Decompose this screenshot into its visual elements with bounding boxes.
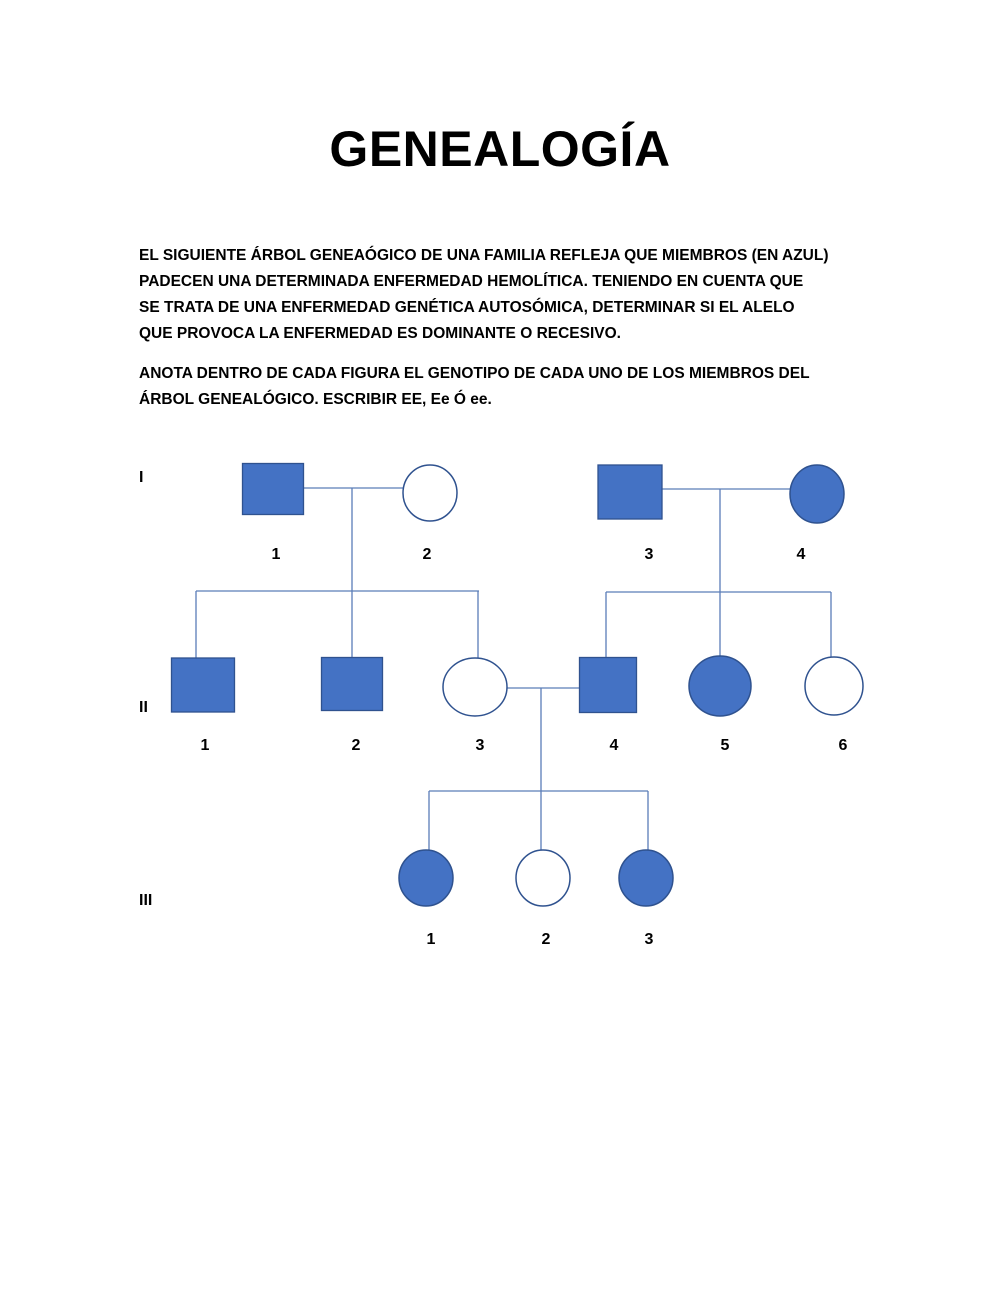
unaffected-female-genI-2-circle [403, 465, 457, 521]
member-number-label: 2 [541, 931, 551, 948]
affected-male-genII-4-square [580, 658, 637, 713]
text-line: QUE PROVOCA LA ENFERMEDAD ES DOMINANTE O RECESIVO. [139, 325, 621, 342]
unaffected-female-genII-6-circle [805, 657, 863, 715]
generation-label: II [139, 699, 148, 716]
member-number-label: 1 [426, 931, 436, 948]
member-number-label: 4 [609, 737, 619, 754]
member-number-label: 3 [644, 931, 654, 948]
member-number-label: 4 [796, 546, 806, 563]
unaffected-female-genII-3-circle [443, 658, 507, 716]
member-number-label: 3 [644, 546, 654, 563]
generation-label: III [139, 892, 153, 909]
text-line: SE TRATA DE UNA ENFERMEDAD GENÉTICA AUTOSÓMICA, DETERMINAR SI EL ALELO [139, 299, 795, 316]
affected-male-genII-2-square [322, 658, 383, 711]
member-number-label: 2 [351, 737, 361, 754]
member-number-label: 1 [200, 737, 210, 754]
affected-male-genII-1-square [172, 658, 235, 712]
text-line: ÁRBOL GENEALÓGICO. ESCRIBIR EE, Ee Ó ee. [139, 391, 492, 408]
member-number-label: 5 [720, 737, 730, 754]
affected-female-genII-5-circle [689, 656, 751, 716]
affected-male-genI-3-square [598, 465, 662, 519]
member-number-label: 2 [422, 546, 432, 563]
member-number-label: 1 [271, 546, 281, 563]
member-number-label: 6 [838, 737, 848, 754]
generation-label: I [139, 469, 144, 486]
text-line: ANOTA DENTRO DE CADA FIGURA EL GENOTIPO DE CADA UNO DE LOS MIEMBROS DEL [139, 365, 810, 382]
unaffected-female-genIII-2-circle [516, 850, 570, 906]
member-number-label: 3 [475, 737, 485, 754]
affected-male-genI-1-square [243, 464, 304, 515]
text-line: PADECEN UNA DETERMINADA ENFERMEDAD HEMOLÍTICA. TENIENDO EN CUENTA QUE [139, 273, 804, 290]
page-title: GENEALOGÍA [329, 121, 671, 177]
text-line: EL SIGUIENTE ÁRBOL GENEAÓGICO DE UNA FAMILIA REFLEJA QUE MIEMBROS (EN AZUL) [139, 247, 829, 264]
affected-female-genIII-1-circle [399, 850, 453, 906]
affected-female-genI-4-circle [790, 465, 844, 523]
affected-female-genIII-3-circle [619, 850, 673, 906]
